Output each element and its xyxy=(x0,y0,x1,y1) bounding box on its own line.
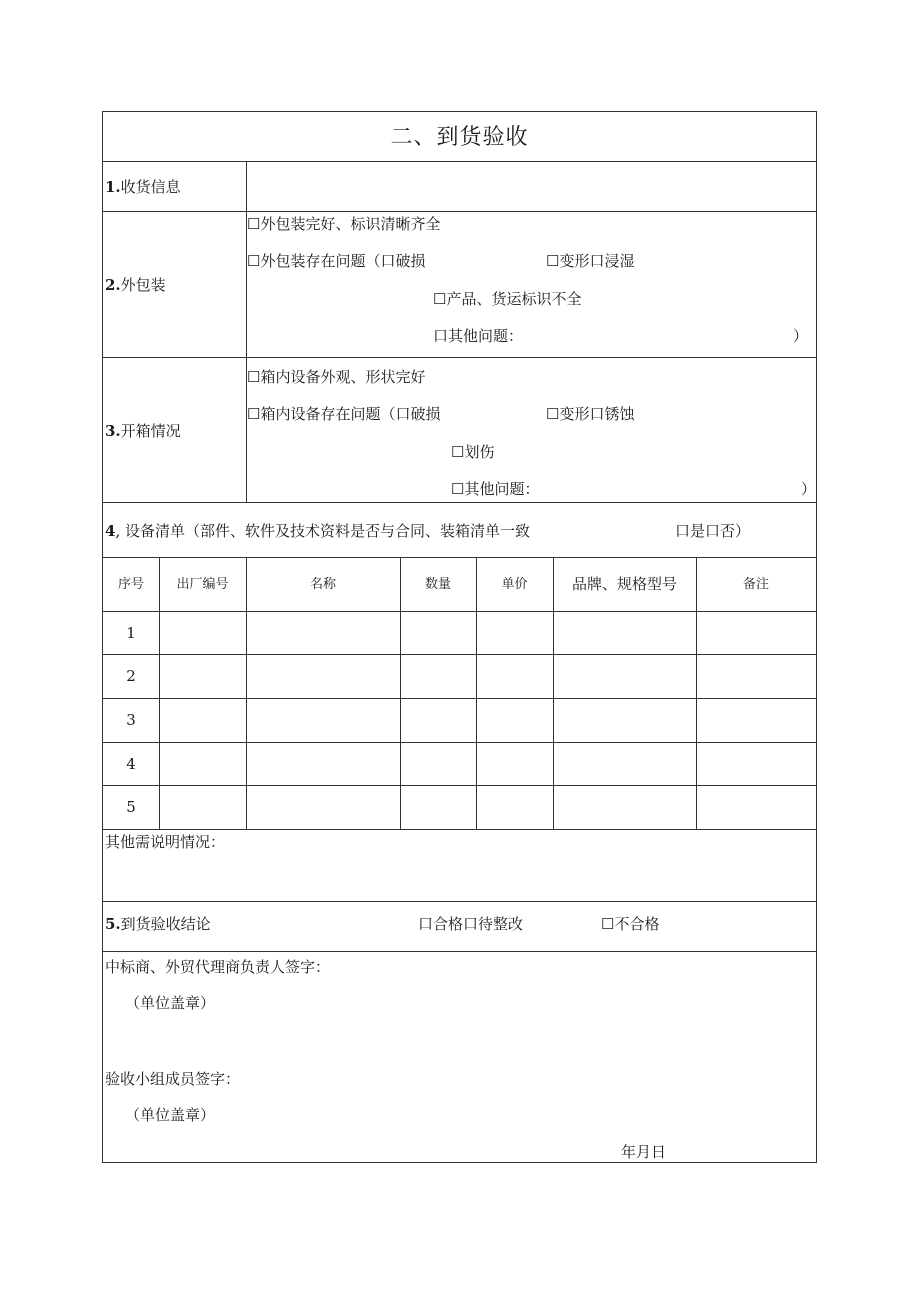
section-number: 2. xyxy=(105,276,121,294)
section1-label xyxy=(105,178,181,196)
unpack-scratch-checkbox[interactable]: ☐划伤 xyxy=(451,443,495,461)
divider xyxy=(246,557,247,829)
table-header: 序号 xyxy=(117,577,144,592)
table-row-number: 5 xyxy=(126,798,136,816)
section-number: 5. xyxy=(105,915,121,933)
divider xyxy=(103,654,816,655)
divider xyxy=(103,211,816,212)
unpack-problem-checkbox[interactable]: ☐箱内设备存在问题（口破损 xyxy=(247,405,441,423)
section4-label xyxy=(105,522,530,540)
section-title: 到货验收结论 xyxy=(120,915,211,933)
packaging-problem-checkbox[interactable]: ☐外包装存在问题（口破损 xyxy=(247,252,426,270)
table-row-number: 4 xyxy=(126,755,136,773)
divider xyxy=(103,502,816,503)
divider xyxy=(103,829,816,830)
table-row-number: 2 xyxy=(126,667,136,685)
close-paren: ） xyxy=(801,480,817,498)
unpack-intact-checkbox[interactable]: ☐箱内设备外观、形状完好 xyxy=(247,368,426,386)
section-number: 1. xyxy=(105,178,121,196)
other-notes-label: 其他需说明情况： xyxy=(105,833,226,851)
section-number: 4 xyxy=(105,522,116,540)
divider xyxy=(400,557,401,829)
section-title: 开箱情况 xyxy=(120,422,181,440)
divider xyxy=(103,951,816,952)
conclusion-pass-rectify-checkbox[interactable]: 口合格口待整改 xyxy=(418,915,524,933)
section-number: 3. xyxy=(105,422,121,440)
group-seal-label: （单位盖章） xyxy=(125,1106,216,1124)
acceptance-form xyxy=(102,111,817,1163)
divider xyxy=(103,698,816,699)
vendor-signature-label: 中标商、外贸代理商负责人签字： xyxy=(105,958,331,976)
section-title: , 设备清单（部件、软件及技术资料是否与合同、装箱清单一致 xyxy=(115,522,530,540)
table-header: 单价 xyxy=(501,577,528,592)
section3-label xyxy=(105,422,181,440)
divider xyxy=(103,901,816,902)
divider xyxy=(696,557,697,829)
table-header: 出厂编号 xyxy=(176,577,229,592)
divider xyxy=(103,785,816,786)
section-title: 收货信息 xyxy=(120,178,181,196)
divider xyxy=(159,557,160,829)
table-header: 备注 xyxy=(742,577,769,592)
divider xyxy=(553,557,554,829)
divider xyxy=(103,161,816,162)
packaging-label-incomplete-checkbox[interactable]: ☐产品、货运标识不全 xyxy=(433,290,582,308)
table-header: 数量 xyxy=(424,577,451,592)
table-header: 品牌、规格型号 xyxy=(571,575,677,593)
divider xyxy=(103,611,816,612)
unpack-deform-rust-checkbox[interactable]: ☐变形口锈蚀 xyxy=(546,405,635,423)
divider xyxy=(103,557,816,558)
section5-label xyxy=(105,915,211,933)
divider xyxy=(476,557,477,829)
section2-label xyxy=(105,276,166,294)
divider xyxy=(103,742,816,743)
date-label: 年月日 xyxy=(621,1143,667,1161)
packaging-other-checkbox[interactable]: 口其他问题： xyxy=(433,327,524,345)
packaging-deform-wet-checkbox[interactable]: ☐变形口浸湿 xyxy=(546,252,635,270)
section-title: 外包装 xyxy=(120,276,166,294)
divider xyxy=(246,161,247,502)
section4-yes-no-checkbox[interactable]: 口是口否） xyxy=(675,522,751,540)
close-paren: ） xyxy=(793,327,809,345)
packaging-intact-checkbox[interactable]: ☐外包装完好、标识清晰齐全 xyxy=(247,215,441,233)
table-row-number: 1 xyxy=(126,624,136,642)
table-header: 名称 xyxy=(309,577,336,592)
table-row-number: 3 xyxy=(126,711,136,729)
divider xyxy=(103,357,816,358)
vendor-seal-label: （单位盖章） xyxy=(125,994,216,1012)
group-signature-label: 验收小组成员签字： xyxy=(105,1070,241,1088)
conclusion-fail-checkbox[interactable]: ☐不合格 xyxy=(601,915,660,933)
form-title: 二、到货验收 xyxy=(390,125,529,150)
unpack-other-checkbox[interactable]: ☐其他问题： xyxy=(451,480,540,498)
